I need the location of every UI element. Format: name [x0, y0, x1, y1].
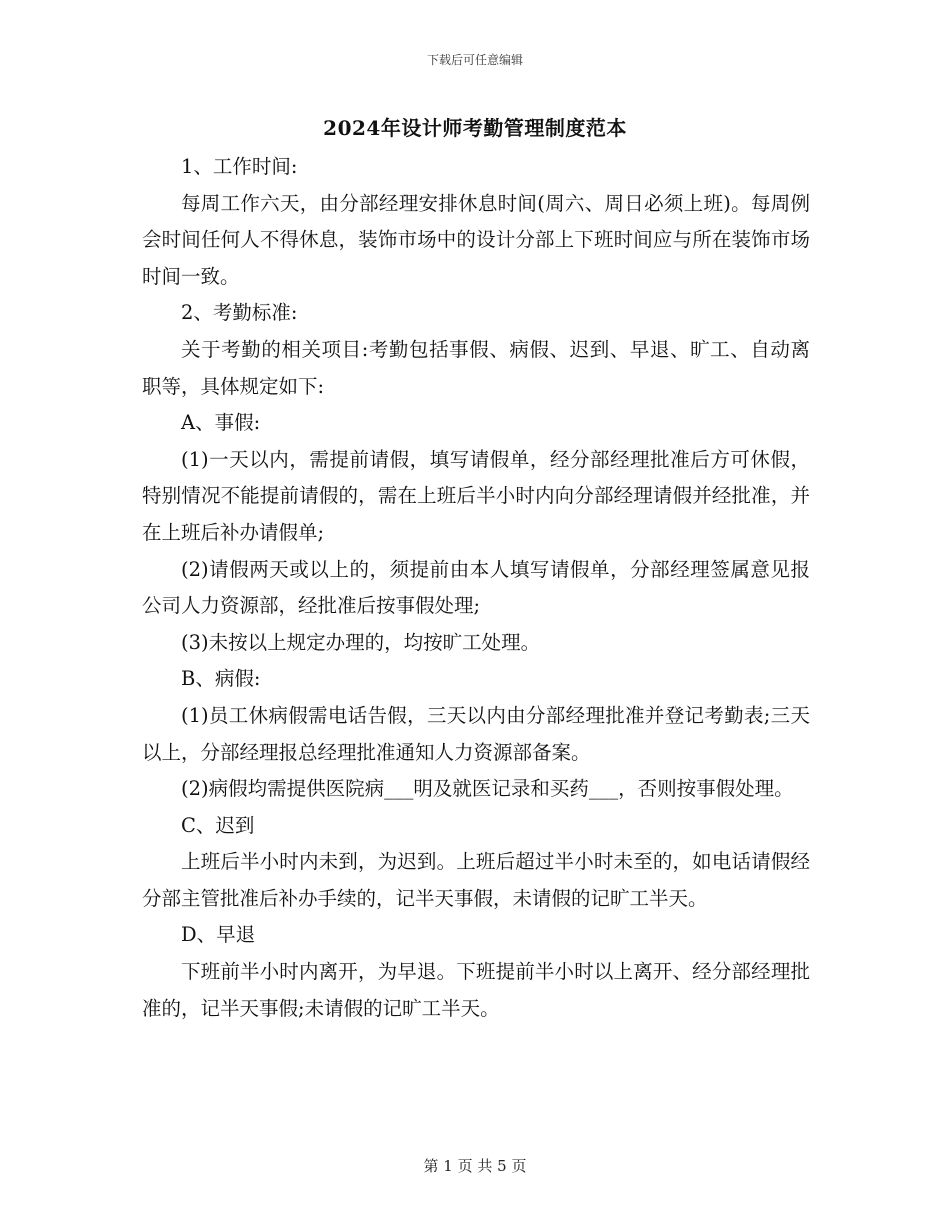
subheading-early-leave: D、早退: [181, 923, 256, 947]
paragraph: 关于考勤的相关项目:考勤包括事假、病假、迟到、早退、旷工、自动离职等，具体规定如下:: [142, 337, 810, 398]
section-heading-attendance-standard: 2、考勤标准:: [181, 301, 298, 325]
page-number: 第 1 页 共 5 页: [423, 1157, 527, 1175]
paragraph: 上班后半小时内未到，为迟到。上班后超过半小时未至的，如电话请假经分部主管批准后补办手续的，记半天事假，未请假的记旷工半天。: [142, 850, 810, 910]
section-heading-work-time: 1、工作时间:: [181, 155, 298, 178]
paragraph: (1)员工休病假需电话告假，三天以内由分部经理批准并登记考勤表;三天以上，分部经理报总经理批准通知人力资源部备案。: [142, 703, 810, 764]
paragraph: 下班前半小时内离开，为早退。下班提前半小时以上离开、经分部经理批准的，记半天事假;未请假的记旷工半天。: [142, 960, 810, 1020]
paragraph: (2)请假两天或以上的，须提前由本人填写请假单，分部经理签属意见报公司人力资源部，经批准后按事假处理;: [142, 557, 810, 618]
document-body: [142, 149, 810, 1027]
paragraph: (1)一天以内，需提前请假，填写请假单，经分部经理批准后方可休假，特别情况不能提前请假的，需在上班后半小时内向分部经理请假并经批准，并在上班后补办请假单;: [142, 447, 810, 544]
subheading-sick-leave: B、病假:: [181, 667, 261, 691]
subheading-personal-leave: A、事假:: [181, 411, 261, 435]
paragraph: (2)病假均需提供医院病___明及就医记录和买药___，否则按事假处理。: [181, 777, 794, 801]
paragraph: 每周工作六天，由分部经理安排休息时间(周六、周日必须上班)。每周例会时间任何人不得休息，装饰市场中的设计分部上下班时间应与所在装饰市场时间一致。: [142, 191, 810, 288]
paragraph: (3)未按以上规定办理的，均按旷工处理。: [181, 630, 541, 654]
header-note: 下载后可任意编辑: [426, 53, 523, 67]
document-title: 2024年设计师考勤管理制度范本: [323, 116, 627, 140]
subheading-late: C、迟到: [181, 813, 255, 837]
